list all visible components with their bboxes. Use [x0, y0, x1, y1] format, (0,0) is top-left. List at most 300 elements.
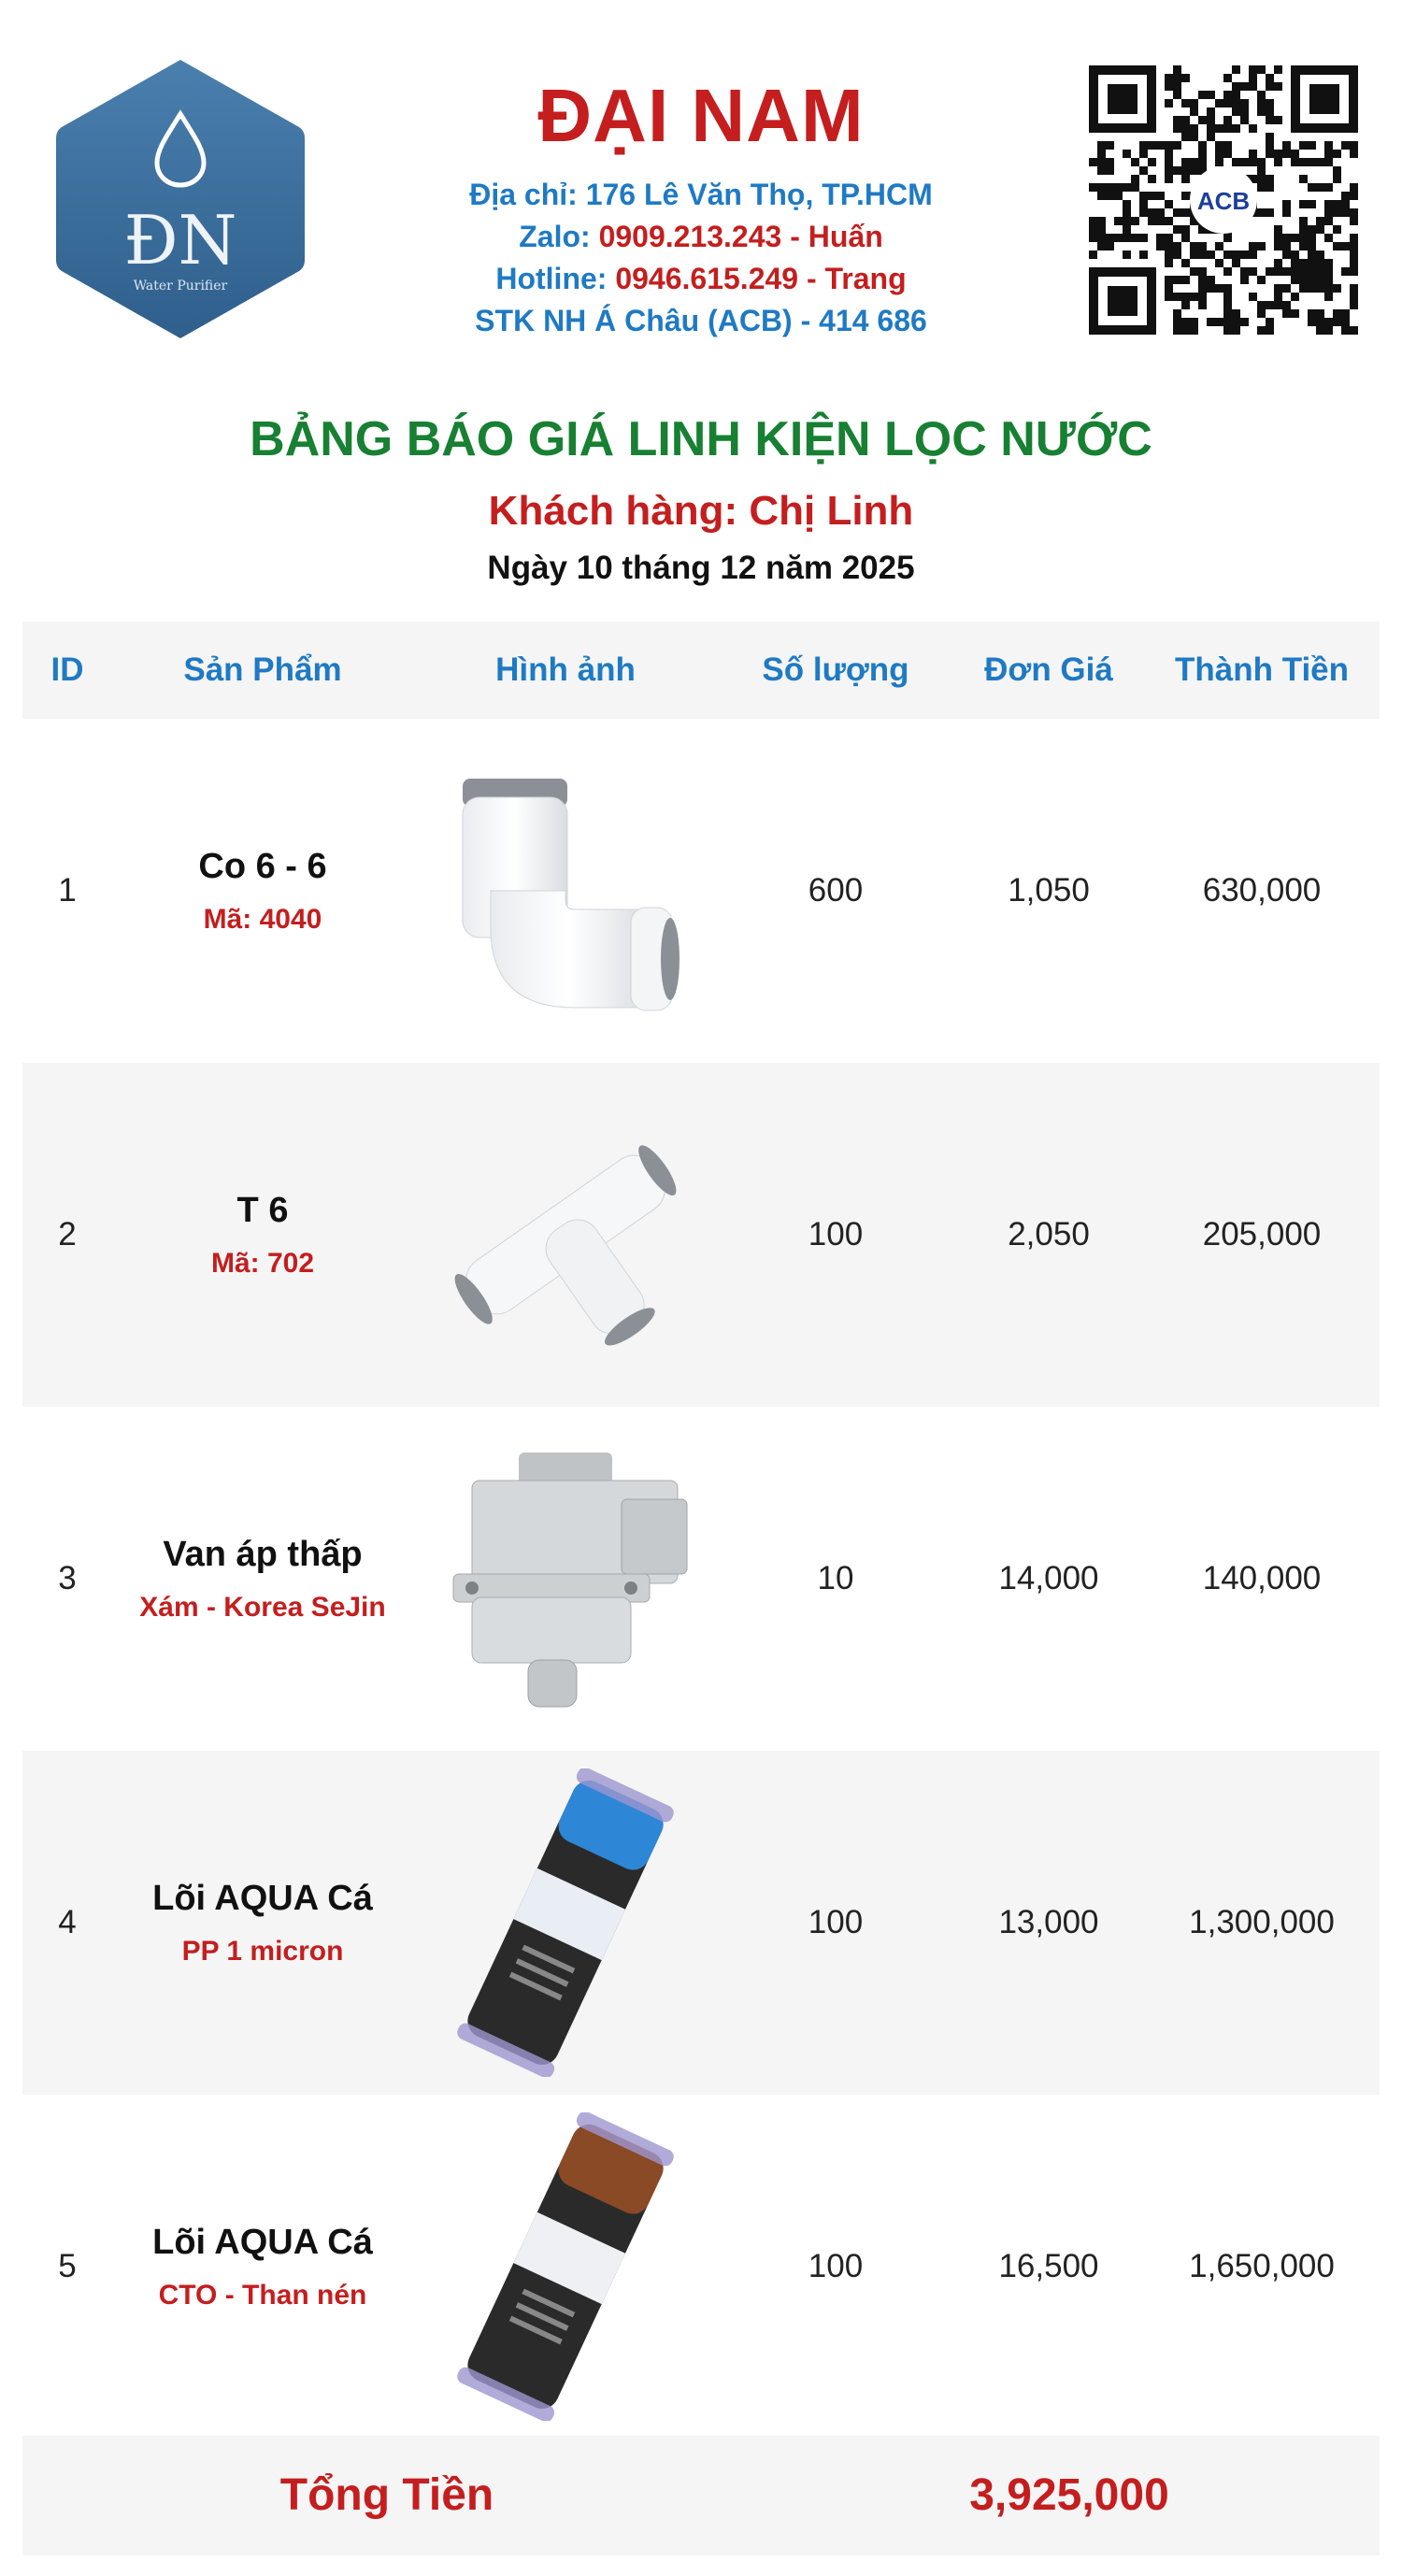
qr-module [1240, 158, 1249, 166]
line-total: 205,000 [1202, 1216, 1322, 1252]
qr-module [1282, 309, 1291, 318]
qr-module [1148, 217, 1156, 225]
qr-module [1316, 225, 1324, 234]
qr-module [1299, 234, 1308, 242]
qr-module [1148, 158, 1156, 166]
column-header-quantity: Số lượng [762, 651, 909, 688]
qr-module [1232, 259, 1240, 267]
qr-module [1173, 326, 1181, 335]
qr-module [1274, 116, 1282, 124]
qr-module [1223, 141, 1232, 150]
qr-module [1249, 158, 1257, 166]
qr-module [1173, 116, 1181, 124]
qr-module [1308, 183, 1316, 192]
qr-module [1123, 200, 1131, 208]
qr-module [1333, 225, 1341, 234]
line-total: 140,000 [1202, 1560, 1322, 1596]
qr-module [1266, 183, 1274, 192]
document-title: BẢNG BÁO GIÁ LINH KIỆN LỌC NƯỚC [250, 412, 1152, 466]
qr-module [1190, 166, 1198, 175]
column-header-id: ID [50, 651, 84, 688]
qr-module [1181, 234, 1190, 242]
qr-module [1207, 116, 1215, 124]
qr-module [1106, 192, 1114, 200]
qr-module [1215, 318, 1223, 326]
qr-module [1240, 82, 1249, 91]
qr-module [1139, 192, 1148, 200]
qr-module [1299, 242, 1308, 250]
qr-module [1257, 309, 1266, 318]
tee-fitting-icon [435, 1104, 696, 1366]
qr-module [1181, 74, 1190, 82]
qr-module [1299, 200, 1308, 208]
qr-module [1249, 74, 1257, 82]
table-row [22, 2095, 1380, 2439]
qr-module [1324, 326, 1333, 335]
qr-module [1190, 326, 1198, 335]
qr-module [1232, 158, 1240, 166]
document-date: Ngày 10 tháng 12 năm 2025 [487, 550, 915, 586]
qr-module [1274, 259, 1282, 267]
product-cell [112, 1407, 413, 1751]
qr-module [1207, 133, 1215, 141]
qr-module [1148, 192, 1156, 200]
qr-module [1324, 318, 1333, 326]
qr-module [1190, 242, 1198, 250]
qr-module [1215, 150, 1223, 158]
qr-module [1266, 318, 1274, 326]
table-row [22, 1751, 1380, 2095]
qr-module [1165, 284, 1173, 293]
qr-module [1257, 166, 1266, 175]
qr-module [1249, 82, 1257, 91]
qr-module [1299, 158, 1308, 166]
table-row [22, 1063, 1380, 1407]
qr-module [1156, 217, 1165, 225]
qr-module [1223, 284, 1232, 293]
qr-module [1181, 259, 1190, 267]
qr-module [1232, 82, 1240, 91]
qr-module [1123, 217, 1131, 225]
qr-module [1106, 234, 1114, 242]
qr-module [1223, 74, 1232, 82]
qr-module [1308, 259, 1316, 267]
product-code: Mã: 4040 [203, 903, 322, 935]
qr-module [1190, 267, 1198, 276]
qr-module [1097, 217, 1106, 225]
qr-module [1282, 250, 1291, 259]
qr-module [1274, 301, 1282, 309]
qr-module [1131, 183, 1139, 192]
quantity: 10 [817, 1560, 854, 1596]
qr-module [1240, 99, 1249, 107]
total-value: 3,925,000 [969, 2470, 1169, 2520]
qr-module [1266, 74, 1274, 82]
qr-module [1308, 284, 1316, 293]
table-row [22, 1407, 1380, 1751]
unit-price: 1,050 [1008, 872, 1090, 909]
qr-module [1266, 208, 1274, 217]
qr-module [1257, 175, 1266, 183]
qr-module [1274, 234, 1282, 242]
qr-module [1156, 192, 1165, 200]
qr-module [1198, 150, 1207, 158]
qr-badge: ACB [1196, 187, 1251, 215]
qr-module [1165, 250, 1173, 259]
qr-module [1282, 234, 1291, 242]
qr-module [1131, 217, 1139, 225]
qr-module [1257, 183, 1266, 192]
qr-module [1249, 250, 1257, 259]
qr-module [1232, 65, 1240, 74]
zalo-label: Zalo: [519, 220, 599, 253]
qr-module [1350, 301, 1358, 309]
qr-module [1341, 141, 1350, 150]
qr-module [1350, 208, 1358, 217]
column-header-unit-price: Đơn Giá [984, 651, 1113, 688]
qr-module [1114, 183, 1123, 192]
qr-module [1165, 242, 1173, 250]
qr-module [1232, 250, 1240, 259]
qr-module [1282, 208, 1291, 217]
customer-name: Khách hàng: Chị Linh [488, 488, 914, 534]
qr-module [1232, 107, 1240, 116]
qr-module [1198, 242, 1207, 250]
qr-module [1324, 158, 1333, 166]
product-name: Van áp thấp [163, 1534, 363, 1574]
qr-module [1299, 284, 1308, 293]
qr-module [1257, 301, 1266, 309]
qr-module [1266, 326, 1274, 335]
quantity: 100 [808, 2248, 864, 2284]
company-logo [54, 56, 307, 341]
qr-module [1257, 158, 1266, 166]
qr-module [1282, 267, 1291, 276]
qr-module [1282, 301, 1291, 309]
qr-module [1123, 208, 1131, 217]
qr-module [1350, 217, 1358, 225]
qr-module [1266, 116, 1274, 124]
qr-module [1139, 250, 1148, 259]
qr-module [1240, 276, 1249, 284]
qr-module [1215, 284, 1223, 293]
qr-module [1249, 65, 1257, 74]
qr-module [1181, 192, 1190, 200]
qr-module [1333, 208, 1341, 217]
qr-module [1274, 225, 1282, 234]
qr-module [1198, 158, 1207, 166]
qr-module [1165, 234, 1173, 242]
qr-module [1232, 326, 1240, 335]
qr-module [1139, 141, 1148, 150]
product-name: Co 6 - 6 [198, 846, 327, 886]
unit-price: 14,000 [998, 1560, 1099, 1596]
product-code: PP 1 micron [181, 1935, 344, 1967]
qr-module [1299, 267, 1308, 276]
qr-module [1198, 250, 1207, 259]
qr-module [1350, 326, 1358, 335]
line-total: 630,000 [1202, 872, 1322, 909]
qr-module [1257, 242, 1266, 250]
column-header-amount: Thành Tiền [1174, 651, 1350, 688]
qr-module [1299, 175, 1308, 183]
qr-module [1148, 141, 1156, 150]
qr-module [1181, 175, 1190, 183]
qr-module [1089, 250, 1097, 259]
qr-module [1181, 293, 1190, 301]
qr-module [1341, 242, 1350, 250]
qr-module [1257, 107, 1266, 116]
qr-module [1215, 124, 1223, 133]
qr-module [1232, 91, 1240, 99]
qr-module [1291, 293, 1299, 301]
qr-module [1324, 267, 1333, 276]
qr-module [1308, 158, 1316, 166]
qr-module [1106, 183, 1114, 192]
qr-module [1173, 242, 1181, 250]
product-image-cell [413, 1751, 718, 2095]
qr-module [1114, 234, 1123, 242]
qr-module [1097, 158, 1106, 166]
qr-module [1350, 284, 1358, 293]
qr-module [1173, 309, 1181, 318]
qr-module [1173, 82, 1181, 91]
qr-module [1341, 318, 1350, 326]
bank-account-line: STK NH Á Châu (ACB) - 414 686 [475, 304, 927, 337]
qr-module [1333, 200, 1341, 208]
qr-module [1333, 166, 1341, 175]
qr-module [1266, 175, 1274, 183]
qr-module [1274, 284, 1282, 293]
qr-module [1341, 200, 1350, 208]
qr-module [1266, 107, 1274, 116]
qr-module [1308, 225, 1316, 234]
qr-module [1291, 276, 1299, 284]
qr-module [1240, 116, 1249, 124]
qr-module [1341, 267, 1350, 276]
qr-module [1089, 158, 1097, 166]
qr-module [1165, 141, 1173, 150]
product-cell [112, 2095, 413, 2439]
qr-module [1123, 150, 1131, 158]
qr-module [1223, 234, 1232, 242]
product-cell [112, 719, 413, 1063]
hotline-value: 0946.615.249 - Trang [615, 262, 907, 295]
product-name: Lõi AQUA Cá [152, 1878, 373, 1918]
qr-module [1324, 141, 1333, 150]
qr-module [1181, 276, 1190, 284]
qr-module [1291, 150, 1299, 158]
brand-name: ĐẠI NAM [537, 74, 865, 157]
qr-module [1350, 267, 1358, 276]
qr-module [1173, 318, 1181, 326]
qr-module [1299, 217, 1308, 225]
qr-module [1089, 183, 1097, 192]
pressure-switch-icon [435, 1443, 696, 1714]
qr-module [1341, 192, 1350, 200]
qr-module [1215, 99, 1223, 107]
qr-module [1198, 267, 1207, 276]
qr-module [1198, 91, 1207, 99]
quantity: 100 [808, 1904, 864, 1940]
qr-module [1274, 242, 1282, 250]
qr-module [1198, 276, 1207, 284]
qr-module [1223, 318, 1232, 326]
product-code: Mã: 702 [210, 1247, 315, 1279]
qr-module [1291, 259, 1299, 267]
qr-module [1156, 242, 1165, 250]
qr-module [1165, 74, 1173, 82]
qr-module [1156, 234, 1165, 242]
qr-module [1232, 99, 1240, 107]
qr-module [1333, 242, 1341, 250]
unit-price: 2,050 [1008, 1216, 1090, 1252]
qr-module [1308, 234, 1316, 242]
qr-module [1249, 124, 1257, 133]
qr-module [1266, 141, 1274, 150]
qr-module [1223, 99, 1232, 107]
qr-module [1123, 183, 1131, 192]
qr-module [1181, 318, 1190, 326]
qr-module [1106, 158, 1114, 166]
qr-module [1316, 217, 1324, 225]
qr-module [1207, 318, 1215, 326]
qr-module [1324, 234, 1333, 242]
table-row [22, 719, 1380, 1063]
qr-module [1131, 234, 1139, 242]
qr-module [1324, 293, 1333, 301]
qr-module [1173, 276, 1181, 284]
qr-module [1215, 259, 1223, 267]
qr-module [1308, 200, 1316, 208]
quantity: 600 [808, 872, 864, 909]
carbon-filter-cartridge-icon [425, 2112, 706, 2421]
qr-module [1190, 133, 1198, 141]
qr-module [1350, 250, 1358, 259]
qr-module [1257, 99, 1266, 107]
qr-module [1173, 293, 1181, 301]
qr-module [1266, 82, 1274, 91]
qr-module [1299, 141, 1308, 150]
qr-module [1282, 200, 1291, 208]
qr-module [1215, 242, 1223, 250]
qr-module [1350, 242, 1358, 250]
quantity: 100 [808, 1216, 864, 1252]
qr-module [1316, 158, 1324, 166]
zalo-value: 0909.213.243 - Huấn [598, 220, 883, 253]
qr-module [1282, 242, 1291, 250]
qr-module [1148, 175, 1156, 183]
qr-module [1308, 242, 1316, 250]
qr-module [1207, 250, 1215, 259]
qr-module [1165, 158, 1173, 166]
qr-module [1165, 99, 1173, 107]
qr-module [1223, 124, 1232, 133]
qr-module [1257, 208, 1266, 217]
qr-module [1173, 166, 1181, 175]
qr-module [1148, 208, 1156, 217]
qr-module [1299, 225, 1308, 234]
qr-module [1173, 225, 1181, 234]
qr-module [1173, 91, 1181, 99]
qr-module [1266, 267, 1274, 276]
qr-module [1232, 318, 1240, 326]
zalo-line [374, 220, 1028, 254]
qr-module [1097, 150, 1106, 158]
logo-caption: Water Purifier [133, 279, 228, 293]
qr-module [1274, 82, 1282, 91]
product-cell [112, 1063, 413, 1407]
qr-module [1097, 166, 1106, 175]
qr-module [1232, 124, 1240, 133]
qr-module [1324, 200, 1333, 208]
qr-module [1333, 309, 1341, 318]
qr-module [1173, 65, 1181, 74]
qr-module [1106, 166, 1114, 175]
qr-module [1190, 99, 1198, 107]
qr-module [1139, 200, 1148, 208]
qr-module [1316, 318, 1324, 326]
qr-module [1274, 65, 1282, 74]
qr-module [1207, 124, 1215, 133]
qr-module [1089, 234, 1097, 242]
qr-module [1097, 192, 1106, 200]
product-code: CTO - Than nén [158, 2279, 367, 2311]
qr-module [1333, 284, 1341, 293]
qr-module [1350, 183, 1358, 192]
qr-module [1291, 158, 1299, 166]
qr-module [1257, 91, 1266, 99]
qr-module [1181, 99, 1190, 107]
qr-module [1257, 276, 1266, 284]
qr-module [1165, 166, 1173, 175]
logo-mark: ĐN [123, 201, 237, 279]
qr-module [1190, 158, 1198, 166]
qr-module [1097, 141, 1106, 150]
qr-module [1165, 200, 1173, 208]
qr-module [1282, 150, 1291, 158]
qr-module [1207, 107, 1215, 116]
qr-module [1350, 259, 1358, 267]
column-header-image: Hình ảnh [495, 651, 636, 688]
qr-module [1299, 276, 1308, 284]
qr-module [1316, 250, 1324, 259]
qr-module [1341, 208, 1350, 217]
product-name: T 6 [236, 1190, 289, 1230]
product-image-cell [413, 719, 718, 1063]
qr-module [1207, 91, 1215, 99]
qr-module [1223, 250, 1232, 259]
product-image-cell [413, 1063, 718, 1407]
product-image-cell [413, 2095, 718, 2439]
qr-module [1266, 99, 1274, 107]
qr-module [1282, 141, 1291, 150]
qr-module [1316, 267, 1324, 276]
qr-module [1139, 208, 1148, 217]
qr-module [1266, 301, 1274, 309]
qr-module [1215, 158, 1223, 166]
qr-module [1274, 267, 1282, 276]
qr-module [1341, 309, 1350, 318]
qr-module [1123, 225, 1131, 234]
qr-module [1097, 183, 1106, 192]
qr-module [1198, 293, 1207, 301]
qr-module [1282, 284, 1291, 293]
qr-module [1350, 192, 1358, 200]
product-image-cell [413, 1407, 718, 1751]
qr-module [1223, 150, 1232, 158]
qr-module [1198, 301, 1207, 309]
